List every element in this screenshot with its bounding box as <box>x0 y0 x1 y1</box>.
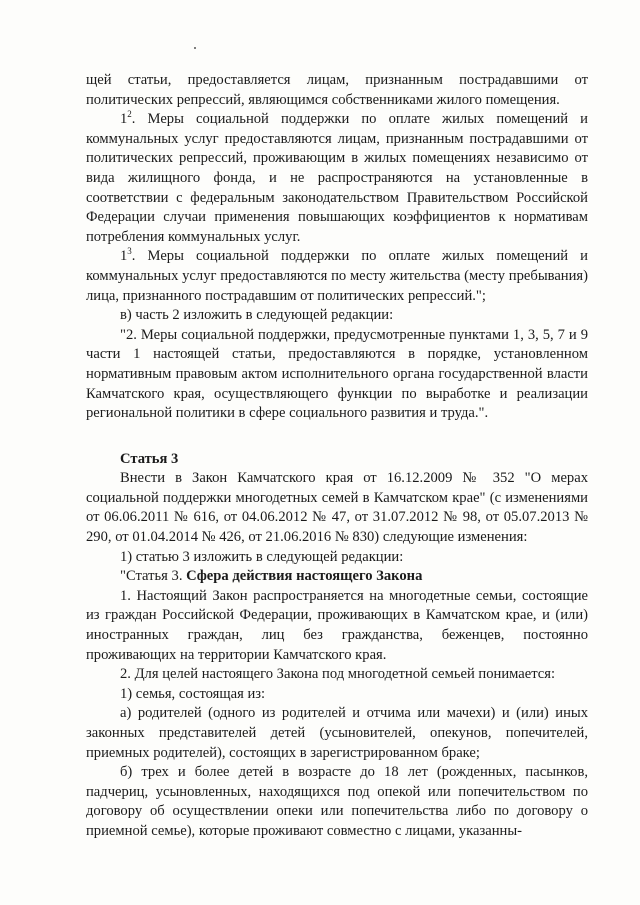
article-heading: Статья 3 <box>120 450 179 467</box>
paragraph-amendment-intro: Внести в Закон Камчатского края от 16.12.2009 № 352 "О мерах социальной поддержки многодетных семей в Камчатском крае" (с изменениями от 06.06.2011 № 616, от 04.06.2012 № 47, от 31.07.2012 № 98, от 05.07.2013 № 290, от 01.04.2014 № 426, от 21.06.2016 № 830) следующие изменения: <box>86 470 588 546</box>
item-number: 1 <box>120 248 128 265</box>
item-superscript: 2 <box>127 109 132 120</box>
paragraph-article-3-title <box>86 567 588 587</box>
item-number: 1 <box>120 111 128 128</box>
scan-speck <box>194 47 196 49</box>
paragraph-article-3-instruction: 1) статью 3 изложить в следующей редакции: <box>120 548 404 565</box>
paragraph-family-composition: 1) семья, состоящая из: <box>120 685 266 702</box>
article-subject: Сфера действия настоящего Закона <box>186 568 423 585</box>
item-superscript: 3 <box>127 246 132 257</box>
paragraph-scope-2: 2. Для целей настоящего Закона под многодетной семьей понимается: <box>120 666 556 683</box>
paragraph-part-2-instruction: в) часть 2 изложить в следующей редакции: <box>120 307 394 324</box>
paragraph-subitem-b: б) трех и более детей в возрасте до 18 лет (рожденных, пасынков, падчериц, усыновленных, находящихся под опекой или попечительством по договору об осуществлении опеки или попечительства либо по договору о приемной семье), которые проживают совместно с лицами, указанны- <box>86 764 588 839</box>
article-prefix: "Статья 3. <box>120 568 187 585</box>
paragraph-subitem-a: а) родителей (одного из родителей и отчима или мачехи) и (или) иных законных представителей детей (усыновителей, опекунов, попечителей, приемных родителей), состоящих в зарегистрированном браке; <box>86 705 588 761</box>
paragraph-item-1-3 <box>86 247 588 306</box>
paragraph-text: . Меры социальной поддержки по оплате жилых помещений и коммунальных услуг предоставляются лицам, признанным пострадавшими от политических репрессий, проживающим в жилых помещениях независимо от вида жилищного фонда, и не распространяются на установленные в соответствии с федеральным законодательством Правительством Российской Федерации случаи применения повышающих коэффициентов к нормативам потребления коммунальных услуг. <box>86 111 588 245</box>
paragraph-scope-1: 1. Настоящий Закон распространяется на многодетные семьи, состоящие из граждан Российской Федерации, проживающих в Камчатском крае, и (или) иностранных граждан, лиц без гражданства, беженцев, постоянно проживающих на территории Камчатского края. <box>86 587 588 663</box>
paragraph-part-2-text: "2. Меры социальной поддержки, предусмотренные пунктами 1, 3, 5, 7 и 9 части 1 настоящей статьи, предоставляются в порядке, установленном нормативным правовым актом исполнительного органа государственной власти Камчатского края, осуществляющего функции по выработке и реализации региональной политики в сфере социального развития и труда.". <box>86 326 588 422</box>
paragraph-item-1-2 <box>86 110 588 247</box>
paragraph-continuation: щей статьи, предоставляется лицам, признанным пострадавшими от политических репрессий, являющимся собственниками жилого помещения. <box>86 72 588 108</box>
paragraph-text: . Меры социальной поддержки по оплате жилых помещений и коммунальных услуг предоставляются по месту жительства (месту пребывания) лица, признанного пострадавшим от политических репрессий."; <box>86 248 588 304</box>
